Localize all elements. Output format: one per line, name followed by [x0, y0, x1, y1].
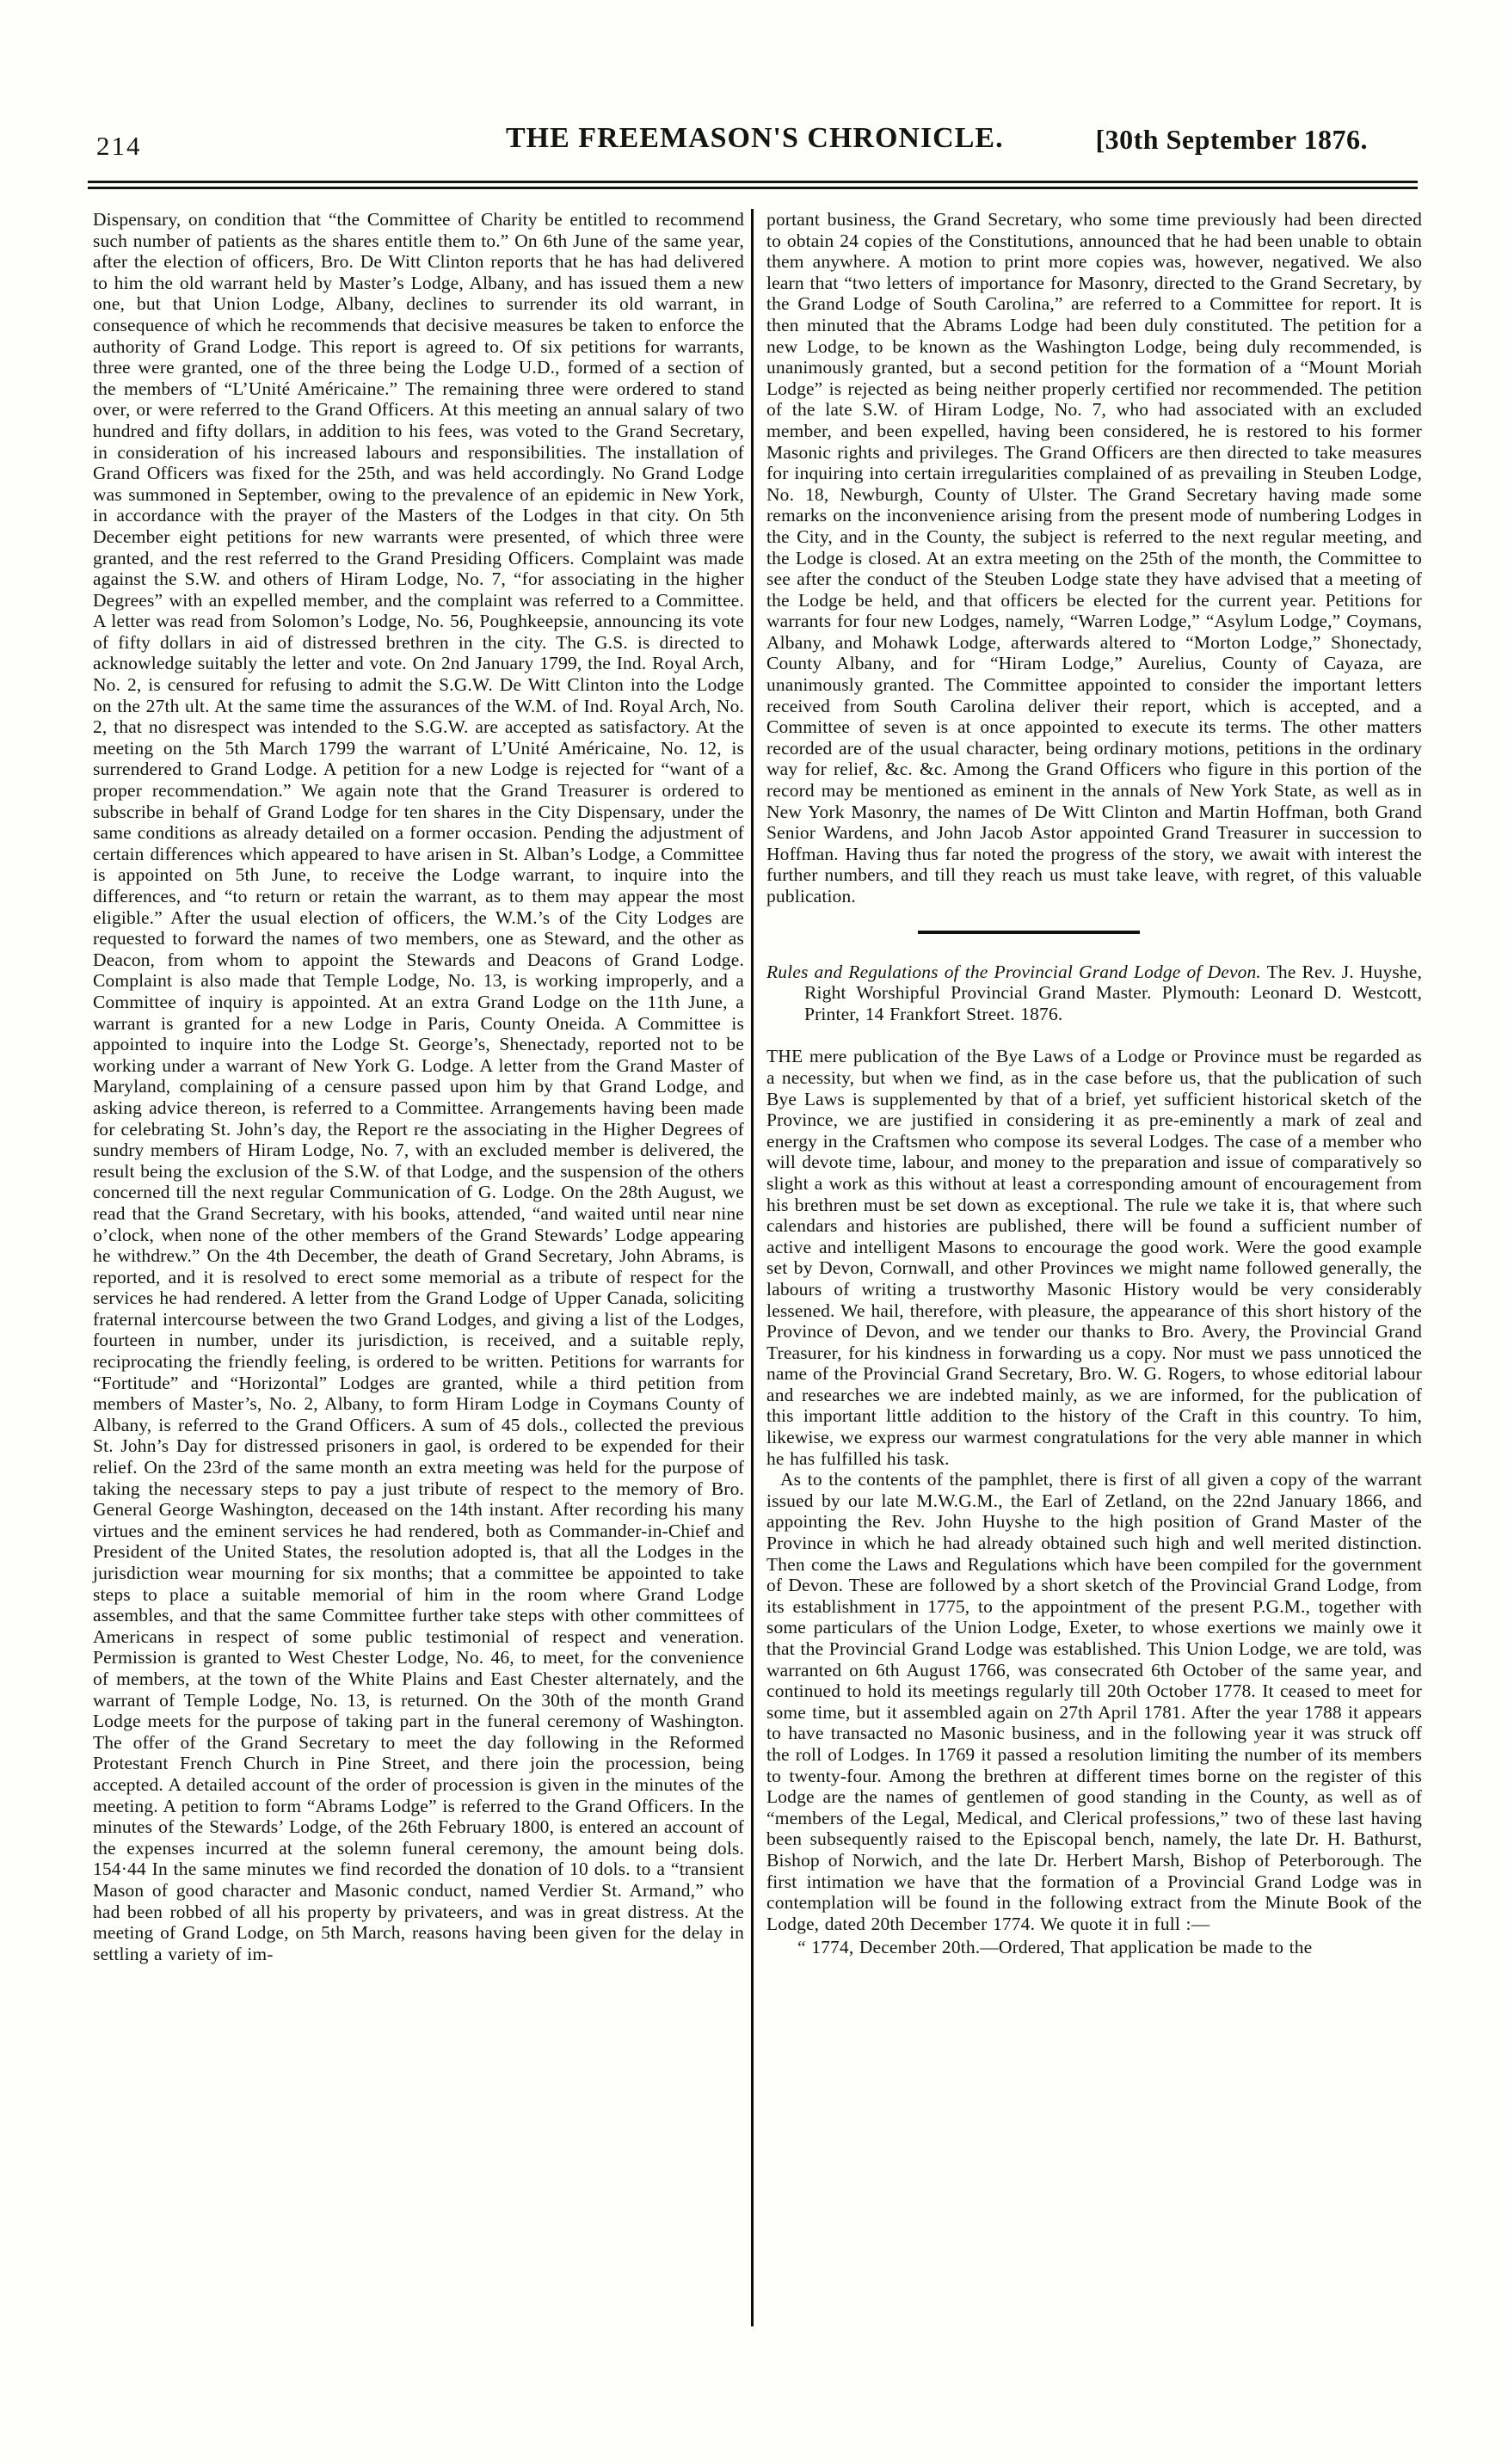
review-title: Rules and Regulations of the Provincial Grand Lodge of Devon. [766, 961, 1261, 982]
page-title: THE FREEMASON'S CHRONICLE. [506, 122, 1004, 154]
header-double-rule [88, 181, 1418, 189]
page-number: 214 [96, 131, 142, 161]
review-paragraph-1: THE mere publication of the Bye Laws of a Lodge or Province must be regarded as a necessity, but when we find, as in the case before us, that the publication of such Bye Laws is supplemented by that of a brief, yet sufficient historical sketch of the Province, we are justified in considering it as pre-eminently a mark of zeal and energy in the Craftsmen who compose its several Lodges. The case of a member who will devote time, labour, and money to the preparation and issue of comparatively so slight a work as this without at least a corresponding amount of encouragement from his brethren must be set down as exceptional. The rule we take it is, that where such calendars and histories are published, there will be found a sufficient number of active and intelligent Masons to encourage the good work. Were the good example set by Devon, Cornwall, and other Provinces we might name followed generally, the labours of writing a trustworthy Masonic History would be very considerably lessened. We hail, therefore, with pleasure, the appearance of this short history of the Province of Devon, and we tender our thanks to Bro. Avery, the Provincial Grand Treasurer, for his kindness in forwarding us a copy. Nor must we pass unnoticed the name of the Provincial Grand Secretary, Bro. W. G. Rogers, to whose editorial labour and researches we are indebted mainly, as we are informed, for the publication of this important little addition to the history of the Craft in this country. To him, likewise, we express our warmest congratulations for the very able manner in which he has fulfilled his task. [766, 1046, 1422, 1469]
masthead [93, 117, 1418, 172]
left-column [93, 209, 744, 2326]
article-continuation-left: Dispensary, on condition that “the Committee of Charity be entitled to recommend such number of patients as the shares entitle them to.” On 6th June of the same year, after the election of officers, Bro. De Witt Clinton reports that he has had delivered to him the old warrant held by Master’s Lodge, Albany, and has issued them a new one, but that Union Lodge, Albany, declines to surrender its old warrant, in consequence of which he recommends that decisive measures be taken to enforce the authority of Grand Lodge. This report is agreed to. Of six petitions for warrants, three were granted, one of the three being the Lodge U.D., formed of a section of the members of “L’Unité Américaine.” The remaining three were ordered to stand over, or were referred to the Grand Officers. At this meeting an annual salary of two hundred and fifty dollars, in addition to his fees, was voted to the Grand Secretary, in consideration of his increased labours and responsibilities. The installation of Grand Officers was fixed for the 25th, and was held accordingly. No Grand Lodge was summoned in September, owing to the prevalence of an epidemic in New York, in accordance with the prayer of the Masters of the Lodges in that city. On 5th December eight petitions for new warrants were presented, of which three were granted, and the rest referred to the Grand Presiding Officers. Complaint was made against the S.W. and others of Hiram Lodge, No. 7, “for associating in the higher Degrees” with an expelled member, and the complaint was referred to a Committee. A letter was read from Solomon’s Lodge, No. 56, Poughkeepsie, announcing its vote of fifty dollars in aid of distressed brethren in the city. The G.S. is directed to acknowledge suitably the letter and vote. On 2nd January 1799, the Ind. Royal Arch, No. 2, is censured for refusing to admit the S.G.W. De Witt Clinton into the Lodge on the 27th ult. At the same time the assurances of the W.M. of Ind. Royal Arch, No. 2, that no disrespect was intended to the S.G.W. are accepted as satisfactory. At the meeting on the 5th March 1799 the warrant of L’Unité Américaine, No. 12, is surrendered to Grand Lodge. A petition for a new Lodge is rejected for “want of a proper recommendation.” We again note that the Grand Treasurer is ordered to subscribe in behalf of Grand Lodge for ten shares in the City Dispensary, under the same conditions as already detailed on a former occasion. Pending the adjustment of certain differences which appeared to have arisen in St. Alban’s Lodge, a Committee is appointed on 5th June, to receive the Lodge warrant, to inquire into the differences, and “to return or retain the warrant, as to them may appear the most eligible.” After the usual election of officers, the W.M.’s of the City Lodges are requested to forward the names of two members, one as Steward, and the other as Deacon, from whom to appoint the Stewards and Deacons of Grand Lodge. Complaint is also made that Temple Lodge, No. 13, is working improperly, and a Committee of inquiry is appointed. At an extra Grand Lodge on the 11th June, a warrant is granted for a new Lodge in Paris, County Oneida. A Committee is appointed to inquire into the Lodge St. George’s, Shenectady, reported not to be working under a warrant of New York G. Lodge. A letter from the Grand Master of Maryland, complaining of a censure passed upon him by that Grand Lodge, and asking advice thereon, is referred to a Committee. Arrangements having been made for celebrating St. John’s day, the Report re the associating in the Higher Degrees of sundry members of Hiram Lodge, No. 7, with an excluded member is delivered, the result being the exclusion of the S.W. of that Lodge, and the suspension of the others concerned till the next regular Communication of G. Lodge. On the 28th August, we read that the Grand Secretary, with his books, attended, “and waited until near nine o’clock, when none of the other members of the Grand Stewards’ Lodge appearing he withdrew.” On the 4th December, the death of Grand Secretary, John Abrams, is reported, and it is resolved to erect some memorial as a tribute of respect for the services he had rendered. A letter from the Grand Lodge of Upper Canada, soliciting fraternal intercourse between the two Grand Lodges, and giving a list of the Lodges, fourteen in number, under its jurisdiction, is received, and a suitable reply, reciprocating the friendly feeling, is ordered to be written. Petitions for warrants for “Fortitude” and “Horizontal” Lodges are granted, while a third petition from members of Master’s, No. 2, Albany, to form Hiram Lodge in Coymans County of Albany, is referred to the Grand Officers. A sum of 45 dols., collected the previous St. John’s Day for distressed prisoners in gaol, is ordered to be expended for their relief. On the 23rd of the same month an extra meeting was held for the purpose of taking the necessary steps to pay a just tribute of respect to the memory of Bro. General George Washington, deceased on the 14th instant. After recording his many virtues and the eminent services he had rendered, both as Commander-in-Chief and President of the United States, the resolution adopted is, that all the Lodges in the jurisdiction wear mourning for six months; that a committee be appointed to take steps to place a suitable memorial of him in the room where Grand Lodge assembles, and that the same Committee further take steps with other committees of Americans in respect of some public testimonial of respect and veneration. Permission is granted to West Chester Lodge, No. 46, to meet, for the convenience of members, at the town of the White Plains and East Chester alternately, and the warrant of Temple Lodge, No. 13, is returned. On the 30th of the month Grand Lodge meets for the purpose of taking part in the funeral ceremony of Washington. The offer of the Grand Secretary to meet the day following in the Reformed Protestant French Church in Pine Street, and there join the procession, being accepted. A detailed account of the order of procession is given in the minutes of the meeting. A petition to form “Abrams Lodge” is referred to the Grand Officers. In the minutes of the Stewards’ Lodge, of the 26th February 1800, is entered an account of the expenses incurred at the solemn funeral ceremony, the amount being dols. 154·44 In the same minutes we find recorded the donation of 10 dols. to a “transient Mason of good character and Masonic conduct, named Verdier St. Armand,” who had been robbed of all his property by privateers, and was in great distress. At the meeting of Grand Lodge, on 5th March, reasons having been given for the delay in settling a variety of im- [93, 209, 744, 1964]
minute-book-quote: “ 1774, December 20th.—Ordered, That application be made to the [797, 1937, 1313, 1958]
column-divider-rule [751, 209, 754, 2326]
article-continuation-right: portant business, the Grand Secretary, who some time previously had been directed to obtain 24 copies of the Constitutions, announced that he had been unable to obtain them anywhere. A motion to print more copies was, however, negatived. We also learn that “two letters of importance for Masonry, directed to the Grand Secretary, by the Grand Lodge of South Carolina,” are referred to a Committee for report. It is then minuted that the Abrams Lodge had been duly constituted. The petition for a new Lodge, to be known as the Washington Lodge, being duly recommended, is unanimously granted, but a second petition for the formation of a “Mount Moriah Lodge” is rejected as being neither properly certified nor recommended. The petition of the late S.W. of Hiram Lodge, No. 7, who had associated with an excluded member, and been expelled, having been considered, he is restored to his former Masonic rights and privileges. The Grand Officers are then directed to take measures for inquiring into certain irregularities complained of as prevailing in Steuben Lodge, No. 18, Newburgh, County of Ulster. The Grand Secretary having made some remarks on the inconvenience arising from the present mode of numbering Lodges in the City, and in the County, the subject is referred to the next regular meeting, and the Lodge is closed. At an extra meeting on the 25th of the month, the Committee to see after the conduct of the Steuben Lodge state they have advised that a meeting of the Lodge be held, and that officers be elected for the current year. Petitions for warrants for four new Lodges, namely, “Warren Lodge,” “Asylum Lodge,” Coymans, Albany, and Mohawk Lodge, afterwards altered to “Morton Lodge,” Shonectady, County Albany, and for “Hiram Lodge,” Aurelius, County of Cayaza, are unanimously granted. The Committee appointed to consider the important letters received from South Carolina deliver their report, which is accepted, and a Committee of seven is at once appointed to execute its terms. The other matters recorded are of the usual character, being ordinary motions, petitions in the ordinary way for relief, &c. &c. Among the Grand Officers who figure in this portion of the record may be mentioned as eminent in the annals of New York State, as well as in New York Masonry, the names of De Witt Clinton and Martin Hoffman, both Grand Senior Wardens, and John Jacob Astor appointed Grand Treasurer in succession to Hoffman. Having thus far noted the progress of the story, we await with interest the further numbers, and till they reach us must take leave, with regret, of this valuable publication. [766, 209, 1422, 906]
review-paragraph-2: As to the contents of the pamphlet, there is first of all given a copy of the warrant issued by our late M.W.G.M., the Earl of Zetland, on the 22nd January 1866, and appointing the Rev. John Huyshe to the high position of Grand Master of the Province in which he had already obtained such high and well merited distinction. Then come the Laws and Regulations which have been compiled for the government of Devon. These are followed by a short sketch of the Provincial Grand Lodge, from its establishment in 1775, to the appointment of the present P.G.M., together with some particulars of the Union Lodge, Exeter, to whose exertions we mainly owe it that the Provincial Grand Lodge was established. This Union Lodge, we are told, was warranted on 6th August 1766, was consecrated 6th October of the same year, and continued to hold its meetings regularly till 20th October 1778. It ceased to meet for some time, but it assembled again on 27th April 1781. After the year 1788 it appears to have transacted no Masonic business, and in the following year it was struck off the roll of Lodges. In 1769 it passed a resolution limiting the number of its members to twenty-four. Among the brethren at different times borne on the register of this Lodge are the names of gentlemen of good standing in the County, as well as of “members of the Legal, Medical, and Clerical professions,” two of these last having been subsequently raised to the Episcopal bench, namely, the late Dr. H. Bathurst, Bishop of Norwich, and the late Dr. Herbert Marsh, Bishop of Peterborough. The first intimation we have that the formation of a Provincial Grand Lodge was in contemplation will be found in the following extract from the Minute Book of the Lodge, dated 20th December 1774. We quote it in full :— [766, 1469, 1422, 1934]
issue-date: [30th September 1876. [1095, 124, 1368, 155]
review-imprint: The Rev. J. Huyshe, Right Worshipful Provincial Grand Master. Plymouth: Leonard D. Westcott, Printer, 14 Frankfort Street. 1876. [804, 961, 1422, 1024]
article-columns [93, 209, 1422, 2326]
review-citation [766, 962, 1422, 1025]
section-divider-rule [918, 931, 1140, 934]
right-column [766, 209, 1422, 2326]
